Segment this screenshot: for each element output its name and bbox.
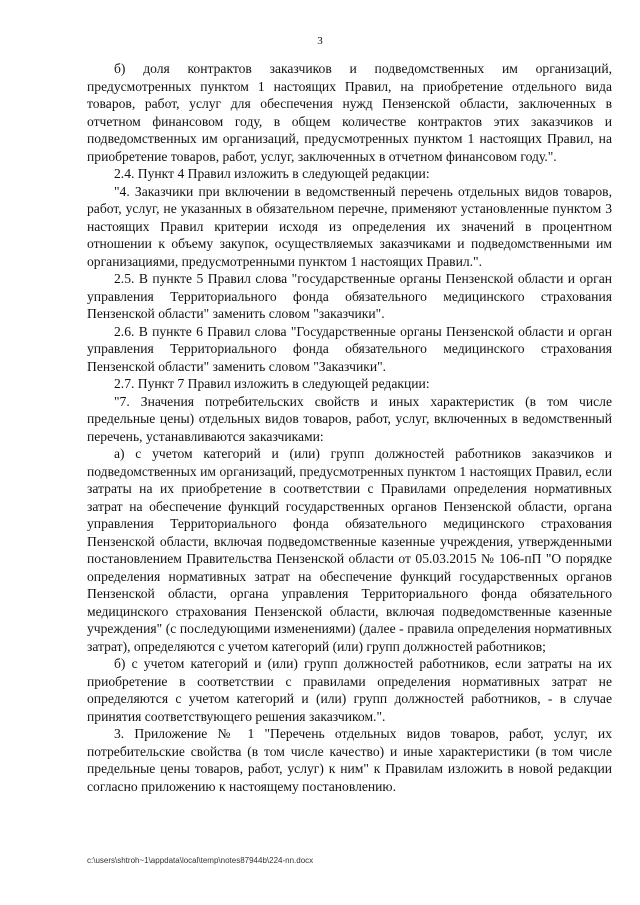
paragraph-point-4: "4. Заказчики при включении в ведомственный перечень отдельных видов товаров, работ, услуг, не указанных в обязательном перечне, применяют установленные пунктом 3 настоящих Правил критерии исходя из определения их значений в процентном отношении к объему закупок, осуществляемых заказчиками и подведомственными им организациями, предусмотренными пунктом 1 настоящих Правил.". [87, 183, 612, 269]
paragraph-2-4: 2.4. Пункт 4 Правил изложить в следующей редакции: [114, 166, 430, 181]
paragraph-2-6: 2.6. В пункте 6 Правил слова "Государственные органы Пензенской области и орган управления Территориального фонда обязательного медицинского страхования Пензенской области" заменить словом "Заказчики". [87, 323, 612, 374]
paragraph-item-a: а) с учетом категорий и (или) групп должностей работников заказчиков и подведомственных им организаций, предусмотренных пунктом 1 настоящих Правил, если затраты на их приобретение в соответствии с Правилами определения нормативных затрат на обеспечение функций государственных органов Пензенской области, органа управления Территориального фонда обязательного медицинского страхования Пензенской области, включая подведомственные казенные учреждения, утвержденными постановлением Правительства Пензенской области от 05.03.2015 № 106-пП "О порядке определения нормативных затрат на обеспечение функций государственных органов Пензенской области, органа управления Территориального фонда обязательного медицинского страхования Пензенской области, включая подведомственные казенные учреждения" (с последующими изменениями) (далее - правила определения нормативных затрат), определяются с учетом категорий (или) групп должностей работников; [87, 446, 612, 654]
paragraph-point-7: "7. Значения потребительских свойств и иных характеристик (в том числе предельные цены) отдельных видов товаров, работ, услуг, включенных в ведомственный перечень, устанавливаются заказчиками: [87, 393, 612, 444]
paragraph-2-7: 2.7. Пункт 7 Правил изложить в следующей редакции: [114, 376, 430, 391]
page-number: 3 [317, 35, 323, 47]
paragraph-item-b: б) доля контрактов заказчиков и подведомственных им организаций, предусмотренных пунктом 1 настоящих Правил, на приобретение отдельного вида товаров, работ, услуг для обеспечения нужд Пензенской области, заключенных в отчетном финансовом году, в общем количестве контрактов этих заказчиков и подведомственных им организаций, предусмотренных пунктом 1 настоящих Правил, на приобретение товаров, работ, услуг, заключенных в отчетном финансовом году.". [87, 61, 612, 164]
document-body [87, 60, 612, 795]
paragraph-3: 3. Приложение № 1 "Перечень отдельных видов товаров, работ, услуг, их потребительские свойства (в том числе качество) и иные характеристики (в том числе предельные цены товаров, работ, услуг) к ним" к Правилам изложить в новой редакции согласно приложению к настоящему постановлению. [87, 726, 612, 794]
paragraph-2-5: 2.5. В пункте 5 Правил слова "государственные органы Пензенской области и орган управления Территориального фонда обязательного медицинского страхования Пензенской области" заменить словом "заказчики". [87, 271, 612, 321]
footer-file-path: c:\users\shtroh~1\appdata\local\temp\notes87944b\224-nn.docx [87, 856, 314, 865]
paragraph-item-b2: б) с учетом категорий и (или) групп должностей работников, если затраты на их приобретение в соответствии с правилами определения нормативных затрат не определяются с учетом категорий и (или) групп должностей работников, - в случае принятия соответствующего решения заказчиком.". [87, 656, 612, 724]
